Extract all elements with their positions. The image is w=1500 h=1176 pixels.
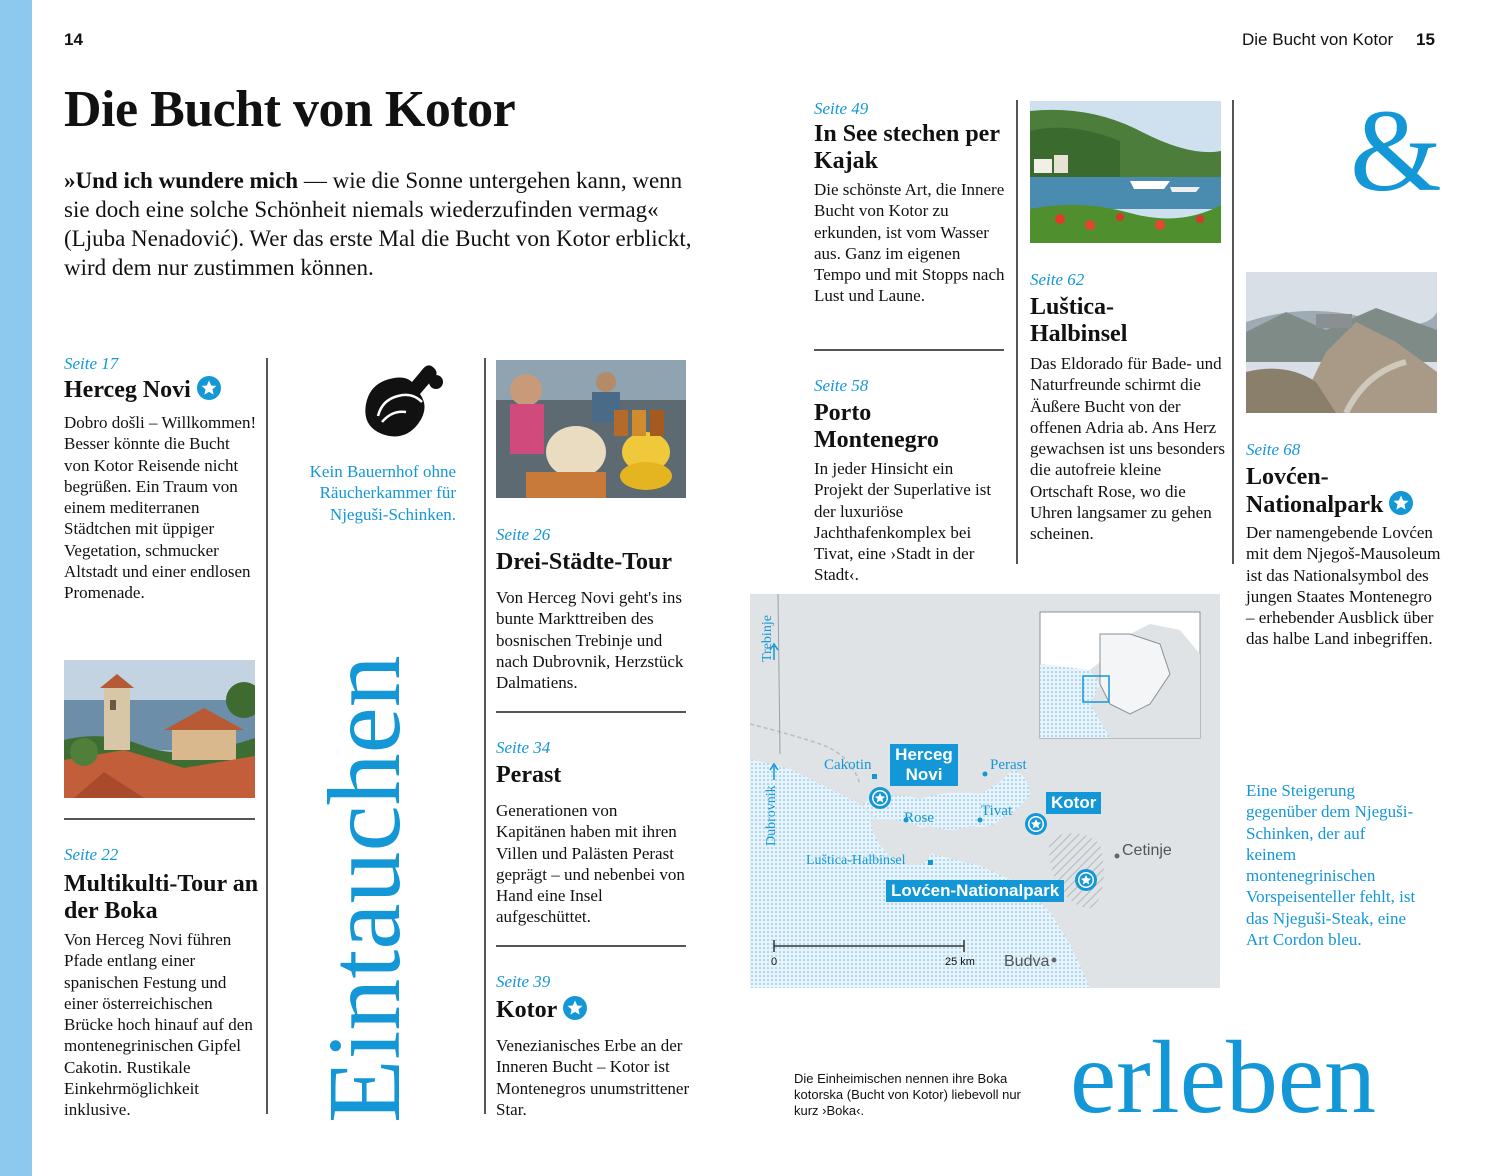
map-badge-lovcen: Lovćen-Nationalpark — [886, 880, 1064, 902]
intro-text: — wie die Sonne untergehen kann, wenn sie doch eine solche Schönheit niemals wiederzufinden vermag« (Ljuba Nenadović). Wer das erste Mal die Bucht von Kotor erblickt, wird dem nur zustimmen können. — [64, 168, 692, 280]
entry-multikulti — [64, 845, 259, 1121]
map-label-tivat: Tivat — [981, 803, 1013, 819]
entry-title: Perast — [496, 762, 562, 788]
entry-title: Drei-Städte-Tour — [496, 549, 672, 575]
star-icon — [197, 376, 221, 400]
entry-title-text: Lovćen-Nationalpark — [1246, 464, 1384, 518]
star-icon — [1389, 491, 1413, 515]
entry-drei-staedte — [496, 525, 691, 693]
entry-perast — [496, 738, 691, 928]
intro-quote: »Und ich wundere mich — [64, 168, 299, 193]
ham-caption: Kein Bauernhof ohne Räucherkammer für Njeguši-Schinken. — [309, 462, 456, 524]
entry-text: Das Eldorado für Bade- und Naturfreunde schirmt die Äußere Bucht von der offenen Adria ab. Ans Herz gewachsen ist uns besonders die autofreie kleine Ortschaft Rose, wo die Uhren langsamer zu gehen scheinen. — [1030, 354, 1225, 544]
photo-lovcen — [1246, 272, 1437, 413]
entry-page-ref: Seite 17 — [64, 354, 119, 373]
running-title: Die Bucht von Kotor — [1242, 30, 1394, 49]
entry-title — [496, 996, 691, 1024]
photo-herceg-novi — [64, 660, 255, 798]
map-label-cakotin: Cakotin — [824, 757, 872, 773]
entry-text: In jeder Hinsicht ein Projekt der Superlative ist der luxuriöse Jachthafenkomplex bei Tivat, eine ›Stadt in der Stadt‹. — [814, 459, 992, 585]
entry-page-ref: Seite 49 — [814, 99, 869, 118]
column-rule — [266, 358, 268, 1114]
entry-kotor — [496, 972, 691, 1120]
vertical-word-eintauchen: Eintauchen — [307, 655, 422, 1123]
entry-lovcen — [1246, 440, 1441, 650]
entry-page-ref: Seite 34 — [496, 738, 551, 757]
column-rule — [484, 358, 486, 1114]
entry-kajak — [814, 99, 1009, 307]
entry-page-ref: Seite 58 — [814, 376, 869, 395]
entry-page-ref: Seite 68 — [1246, 440, 1301, 459]
divider — [496, 711, 686, 713]
entry-porto-montenegro — [814, 376, 1004, 586]
entry-herceg-novi — [64, 354, 259, 604]
steak-caption: Eine Steigerung gegenüber dem Njeguši-Schinken, der auf keinem montenegrinischen Vorspeisenteller fehlt, ist das Njeguši-Steak, eine Art Cordon bleu. — [1246, 781, 1416, 950]
star-icon — [563, 996, 587, 1020]
entry-text: Venezianisches Erbe an der Inneren Bucht – Kotor ist Montenegros unumstrittener Star. — [496, 1036, 690, 1119]
entry-text: Die schönste Art, die Innere Bucht von Kotor zu erkunden, ist vom Wasser aus. Ganz im eigenen Tempo und mit Stopps nach Lust und Laune. — [814, 180, 1005, 306]
ampersand: & — [1350, 85, 1442, 216]
map-label-rose: Rose — [904, 810, 934, 826]
boka-note: Die Einheimischen nennen ihre Boka kotorska (Bucht von Kotor) liebevoll nur kurz ›Boka‹. — [794, 1071, 1021, 1118]
entry-title — [1246, 464, 1416, 519]
page-title: Die Bucht von Kotor — [64, 81, 516, 138]
page-number-right: 15 — [1416, 30, 1435, 49]
map-label-dubrovnik: Dubrovnik — [764, 785, 779, 846]
entry-title — [64, 376, 259, 404]
entry-title-text: Herceg Novi — [64, 377, 191, 403]
map-label-trebinje: Trebinje — [760, 615, 775, 662]
entry-text: Von Herceg Novi geht's ins bunte Markttreiben des bosnischen Trebinje und nach Dubrovnik, Herzstück Dalmatiens. — [496, 588, 684, 693]
entry-title: Porto Montenegro — [814, 400, 939, 453]
map — [750, 594, 1220, 988]
page-number-left: 14 — [64, 30, 83, 49]
entry-page-ref: Seite 26 — [496, 525, 551, 544]
map-label-lustica: Luštica-Halbinsel — [806, 853, 906, 868]
divider — [64, 818, 255, 820]
map-badge-herceg-novi: Herceg Novi — [890, 744, 958, 786]
map-label-perast: Perast — [990, 757, 1027, 773]
column-rule — [1232, 100, 1234, 564]
entry-page-ref: Seite 22 — [64, 845, 119, 864]
entry-text: Generationen von Kapitänen haben mit ihren Villen und Palästen Perast geprägt – und nebenbei von Hand eine Insel aufgeschüttet. — [496, 801, 685, 927]
ham-icon — [364, 360, 454, 454]
scale-start: 0 — [771, 956, 778, 968]
map-label-cetinje: Cetinje — [1122, 842, 1172, 859]
word-erleben: erleben — [1070, 1020, 1377, 1135]
entry-text: Von Herceg Novi führen Pfade entlang einer spanischen Festung und einer österreichischen Brücke hoch hinauf auf den montenegrinischen Gipfel Cakotin. Rustikale Einkehrmöglichkeit inklusive. — [64, 930, 253, 1120]
entry-title: Luštica-Halbinsel — [1030, 294, 1128, 347]
photo-market — [496, 360, 686, 498]
page-edge-strip — [0, 0, 32, 1176]
scale-end: 25 km — [945, 956, 975, 968]
entry-title: Multikulti-Tour an der Boka — [64, 871, 259, 924]
entry-lustica — [1030, 270, 1225, 545]
column-rule — [1016, 100, 1018, 564]
divider — [814, 349, 1004, 351]
entry-page-ref: Seite 62 — [1030, 270, 1085, 289]
entry-text: Dobro došli – Willkommen! Besser könnte die Bucht von Kotor Reisende nicht begrüßen. Ein Traum von einem mediterranen Städtchen mit üppiger Vegetation, schmucker Altstadt und einer endlosen Promenade. — [64, 413, 257, 603]
intro-paragraph — [64, 166, 704, 282]
divider — [496, 945, 686, 947]
entry-text: Der namengebende Lovćen mit dem Njegoš-Mausoleum ist das Nationalsymbol des jungen Staates Montenegro – erhebender Ausblick über das halbe Land inbegriffen. — [1246, 523, 1441, 649]
map-badge-kotor: Kotor — [1046, 792, 1101, 814]
entry-title: In See stechen per Kajak — [814, 121, 1000, 174]
map-label-budva: Budva — [1004, 953, 1050, 970]
entry-page-ref: Seite 39 — [496, 972, 551, 991]
photo-bay-boats — [1030, 101, 1221, 243]
entry-title-text: Kotor — [496, 997, 558, 1023]
